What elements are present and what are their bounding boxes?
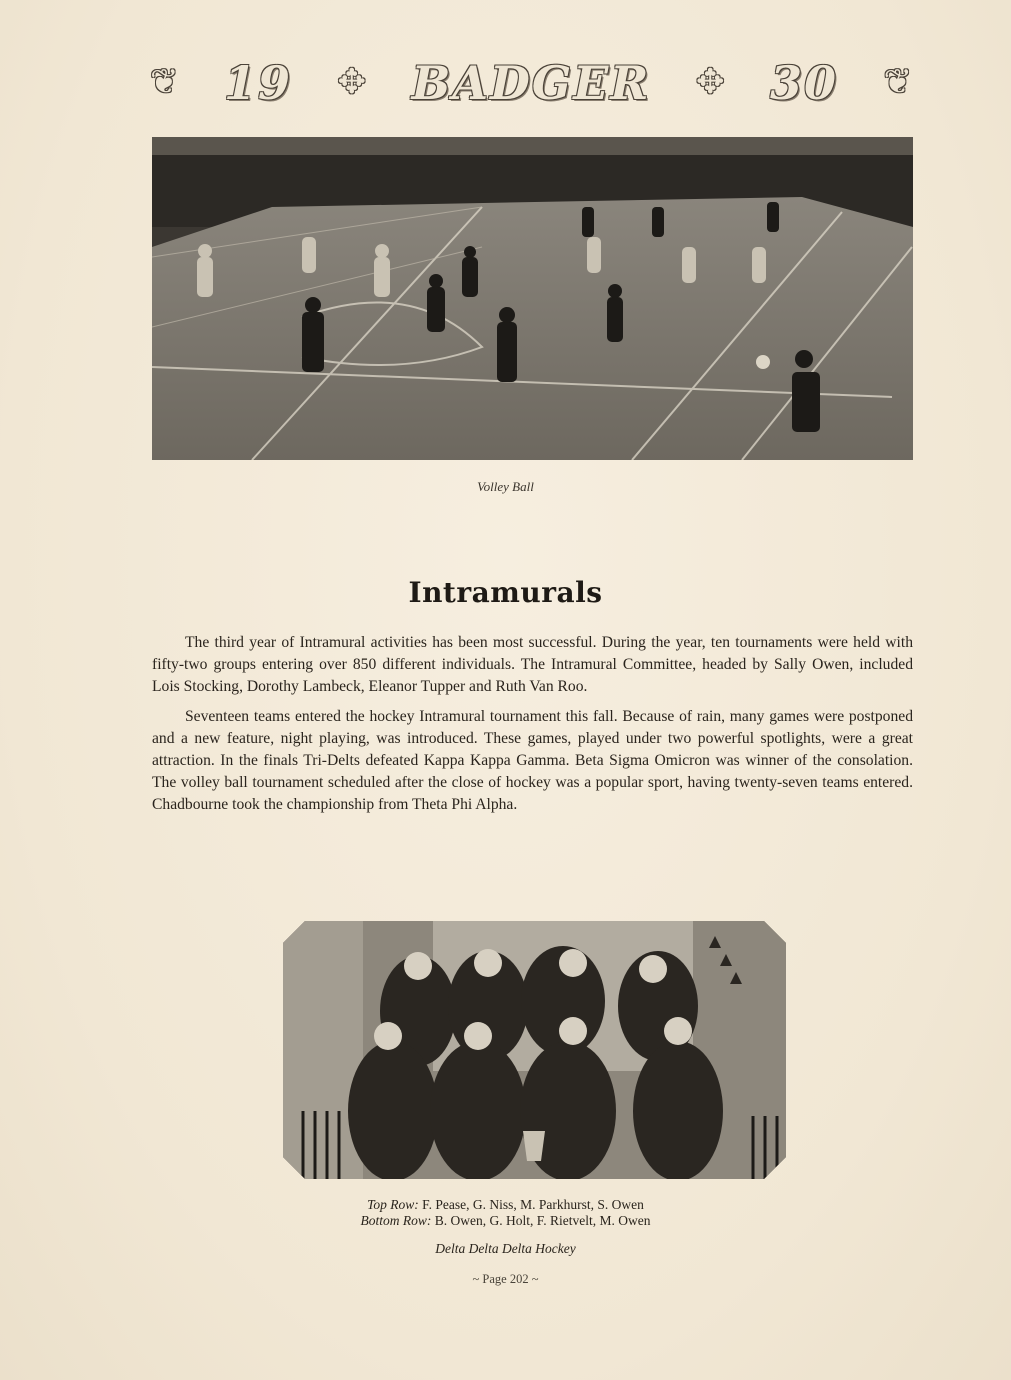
masthead-title: BADGER [411,56,651,110]
masthead-year-left: 19 [223,56,292,110]
volleyball-photo [152,137,913,460]
ornament-icon: ✥ [696,64,725,101]
paragraph: The third year of Intramural activities has been most successful. During the year, ten tournaments were held with fifty-two groups entering over 850 different individuals. The Intramural Committee, headed by Sally Owen, included Lois Stocking, Dorothy Lambeck, Eleanor Tupper and Ruth Van Roo. [152,634,913,695]
top-photo-caption: Volley Ball [477,479,534,494]
bottom-row-names: B. Owen, G. Holt, F. Rietvelt, M. Owen [434,1213,651,1228]
masthead-year-right: 30 [769,56,838,110]
top-row-label: Top Row: [367,1197,419,1212]
section-title: Intramurals [408,576,603,609]
ornament-icon: ❦ [150,64,179,101]
team-photo [283,921,786,1179]
top-row-line [0,1197,1011,1213]
page-number: ~ Page 202 ~ [472,1272,539,1286]
bottom-row-label: Bottom Row: [360,1213,432,1228]
masthead [150,58,912,108]
section-body [152,632,913,824]
ornament-icon: ✥ [337,64,366,101]
bottom-row-line [0,1213,1011,1229]
paragraph: Seventeen teams entered the hockey Intramural tournament this fall. Because of rain, many games were postponed and a new feature, night playing, was introduced. These games, played under two powerful spotlights, were a great attraction. In the finals Tri-Delts defeated Kappa Kappa Gamma. Beta Sigma Omicron was winner of the consolation. The volley ball tournament scheduled after the close of hockey was a popular sport, having twenty-seven teams entered. Chadbourne took the championship from Theta Phi Alpha. [152,708,913,813]
team-photo-captions [0,1197,1011,1287]
team-caption: Delta Delta Delta Hockey [435,1241,576,1256]
ornament-icon: ❦ [883,64,912,101]
top-row-names: F. Pease, G. Niss, M. Parkhurst, S. Owen [422,1197,644,1212]
